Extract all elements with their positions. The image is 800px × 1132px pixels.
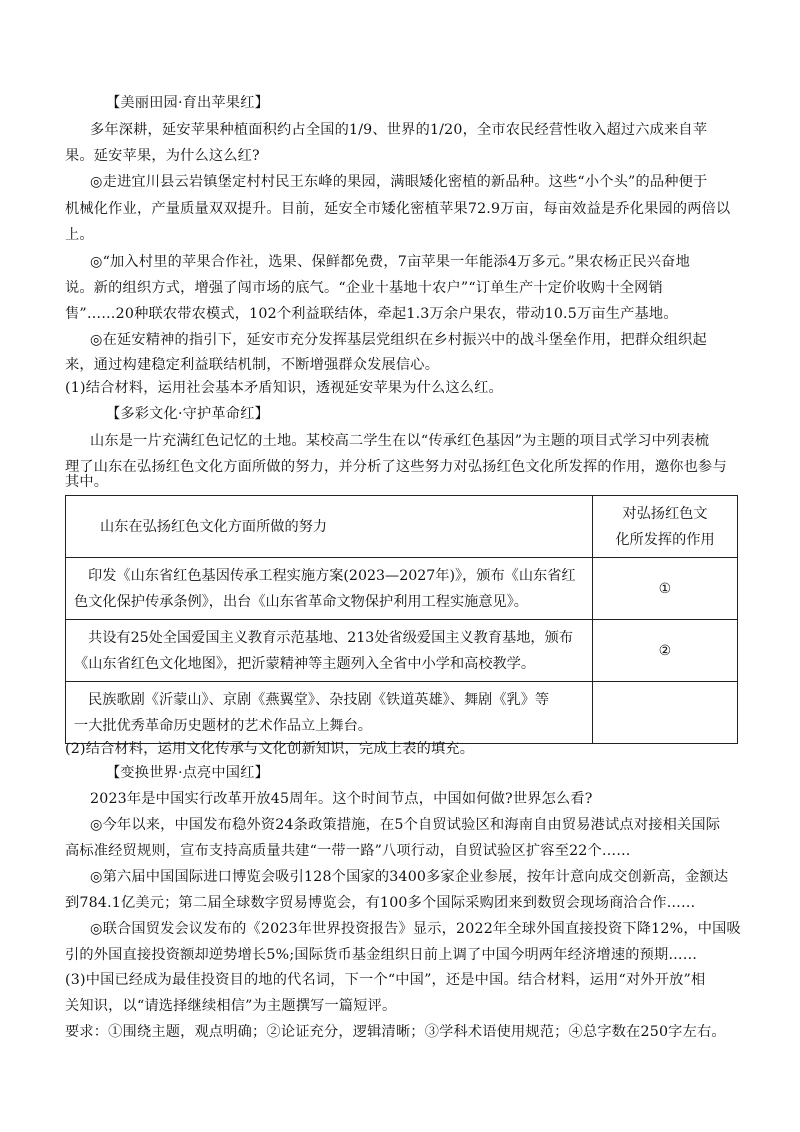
table-header-effort: 山东在弘扬红色文化方面所做的努力 [66,496,593,558]
section3-heading: 【变换世界·点亮中国红】 [106,765,269,781]
section3-text-line: 到784.1亿美元；第二届全球数字贸易博览会，有100多个国际采购团来到数贸会现场商洽合作…… [65,895,696,911]
section1-text-line: ◎走进宜川县云岩镇堡定村村民王东峰的果园，满眼矮化密植的新品种。这些“小个头”的品种便于 [90,174,708,190]
table-header-row [66,496,738,558]
section2-heading: 【多彩文化·守护革命红】 [106,406,269,422]
section3-text-line: 2023年是中国实行改革开放45周年。这个时间节点，中国如何做?世界怎么看? [90,791,593,807]
section1-text-line: ◎“加入村里的苹果合作社，选果、保鲜都免费，7亩苹果一年能添4万多元。”果农杨正民兴奋地 [90,254,690,270]
table-cell-role [593,682,738,744]
section1-text-line: 售”……20种联农带农模式，102个利益联结体，牵起1.3万余户果农，带动10.5万亩生产基地。 [65,306,678,322]
section3-text-line: ◎联合国贸发会议发布的《2023年世界投资报告》显示，2022年全球外国直接投资下降12%，中国吸 [90,921,741,937]
table-cell-role: ① [593,558,738,620]
section3-text-line: ◎今年以来，中国发布稳外资24条政策措施，在5个自贸试验区和海南自由贸易港试点对接相关国际 [90,817,721,833]
section1-text-line: ◎在延安精神的指引下，延安市充分发挥基层党组织在乡村振兴中的战斗堡垒作用，把群众组织起 [90,332,707,348]
question-3-requirements: 要求：①围绕主题，观点明确；②论证充分，逻辑清晰；③学科术语使用规范；④总字数在250字左右。 [65,1024,726,1040]
question-1: (1)结合材料，运用社会基本矛盾知识，透视延安苹果为什么这么红。 [65,380,503,396]
table-cell-effort: 印发《山东省红色基因传承工程实施方案(2023—2027年)》，颁布《山东省红 色文化保护传承条例》，出台《山东省革命文物保护利用工程实施意见》。 [66,558,593,620]
section1-text-line: 说。新的组织方式，增强了闯市场的底气。“企业十基地十农户”“订单生产十定价收购十全网销 [65,280,663,296]
question-3-line: (3)中国已经成为最佳投资目的地的代名词，下一个“中国”，还是中国。结合材料，运用“对外开放”相 [65,972,706,988]
section2-intro-line: 山东是一片充满红色记忆的土地。某校高二学生在以“传承红色基因”为主题的项目式学习中列表梳 [90,433,710,449]
section3-text-line: 高标准经贸规则，宣布支持高质量共建“一带一路”八项行动，自贸试验区扩容至22个…… [65,843,631,859]
table-cell-effort: 共设有25处全国爱国主义教育示范基地、213处省级爱国主义教育基地，颁布 《山东省红色文化地图》，把沂蒙精神等主题列入全省中小学和高校教学。 [66,620,593,682]
table-cell-role: ② [593,620,738,682]
efforts-table [65,495,738,744]
section1-text-line: 机械化作业，产量质量双双提升。目前，延安全市矮化密植苹果72.9万亩，每亩效益是乔化果园的两倍以 [65,201,731,217]
section1-text-line: 果。延安苹果，为什么这么红? [65,148,260,164]
table-row [66,558,738,620]
section1-heading: 【美丽田园·育出苹果红】 [106,95,269,111]
section2-intro-line: 其中。 [65,474,109,490]
section1-text-line: 上。 [65,227,94,243]
section3-text-line: ◎第六届中国国际进口博览会吸引128个国家的3400多家企业参展，按年计意向成交创新高，金额达 [90,869,729,885]
question-2: (2)结合材料，运用文化传承与文化创新知识，完成上表的填充。 [65,741,475,757]
section1-text-line: 来，通过构建稳定利益联结机制，不断增强群众发展信心。 [65,357,440,373]
table-cell-effort: 民族歌剧《沂蒙山》、京剧《燕翼堂》、杂技剧《铁道英雄》、舞剧《乳》等 一大批优秀革命历史题材的艺术作品立上舞台。 [66,682,593,744]
question-3-line: 关知识，以“请选择继续相信”为主题撰写一篇短评。 [65,998,397,1014]
table-header-role: 对弘扬红色文 化所发挥的作用 [593,496,738,558]
table-row [66,682,738,744]
section1-text-line: 多年深耕，延安苹果种植面积约占全国的1/9、世界的1/20，全市农民经营性收入超过六成来自苹 [90,122,708,138]
section2-intro-line: 理了山东在弘扬红色文化方面所做的努力，并分析了这些努力对弘扬红色文化所发挥的作用，邀你也参与 [65,459,727,475]
table-row [66,620,738,682]
section3-text-line: 引的外国直接投资额却逆势增长5%;国际货币基金组织日前上调了中国今明两年经济增速的预期…… [65,947,698,963]
